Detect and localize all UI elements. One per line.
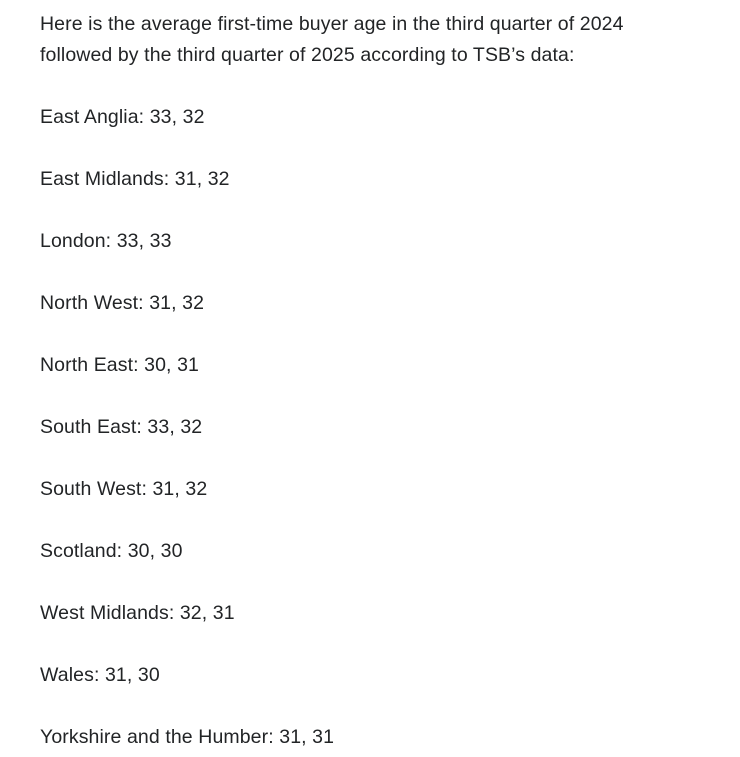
list-item: North East: 30, 31 [40,354,199,376]
list-item: Wales: 31, 30 [40,664,160,686]
list-item: Scotland: 30, 30 [40,540,183,562]
list-item: East Midlands: 31, 32 [40,168,230,190]
list-item: South West: 31, 32 [40,478,208,500]
list-item: North West: 31, 32 [40,292,205,314]
list-item: Yorkshire and the Humber: 31, 31 [40,726,335,748]
region-list [40,102,680,753]
list-item: West Midlands: 32, 31 [40,602,235,624]
list-item: London: 33, 33 [40,230,172,252]
list-item: South East: 33, 32 [40,416,203,438]
intro-paragraph: Here is the average first-time buyer age in the third quarter of 2024 followed by the third quarter of 2025 according to TSB’s data: [40,13,624,66]
list-item: East Anglia: 33, 32 [40,106,205,128]
article-body [40,9,680,753]
